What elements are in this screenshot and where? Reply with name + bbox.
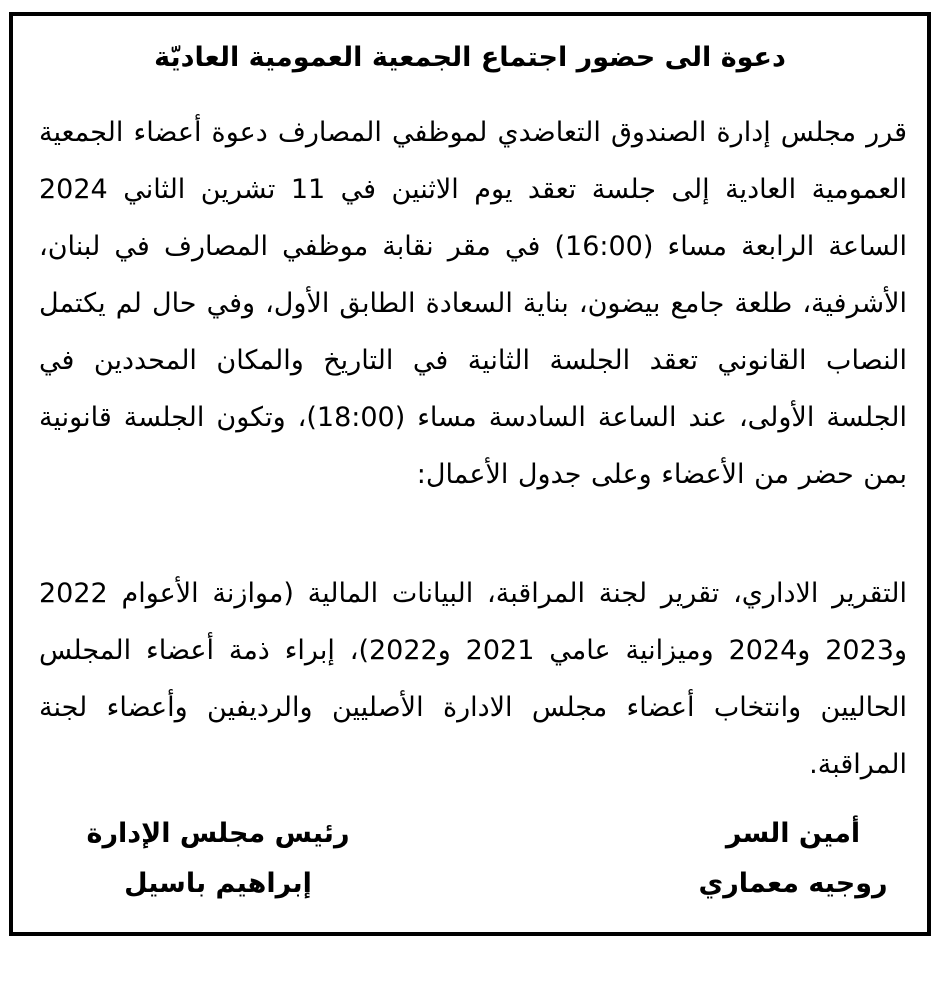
signature-chairman: [58, 809, 378, 909]
signature-secretary: [673, 809, 913, 909]
secretary-name: روجيه معماري: [698, 868, 888, 899]
chairman-role: رئيس مجلس الإدارة: [86, 818, 350, 849]
notice-frame: [9, 12, 931, 936]
secretary-role: أمين السر: [725, 818, 861, 849]
notice-paragraph-agenda: التقرير الاداري، تقرير لجنة المراقبة، البيانات المالية (موازنة الأعوام 2022 و2023 و2024 وميزانية عامي 2021 و2022)، إبراء ذمة أعضاء المجلس الحاليين وانتخاب أعضاء مجلس الادارة الأصليين والرديفين وأعضاء لجنة المراقبة.: [39, 578, 907, 780]
chairman-name: إبراهيم باسيل: [124, 868, 312, 899]
notice-paragraph-invitation: قرر مجلس إدارة الصندوق التعاضدي لموظفي المصارف دعوة أعضاء الجمعية العمومية العادية إلى جلسة تعقد يوم الاثنين في 11 تشرين الثاني 2024 الساعة الرابعة مساء (16:00) في مقر نقابة موظفي المصارف في لبنان، الأشرفية، طلعة جامع بيضون، بناية السعادة الطابق الأول، وفي حال لم يكتمل النصاب القانوني تعقد الجلسة الثانية في التاريخ والمكان المحددين في الجلسة الأولى، عند الساعة السادسة مساء (18:00)، وتكون الجلسة قانونية بمن حضر من الأعضاء وعلى جدول الأعمال:: [39, 117, 908, 490]
notice-title: دعوة الى حضور اجتماع الجمعية العمومية العاديّة: [154, 42, 786, 73]
